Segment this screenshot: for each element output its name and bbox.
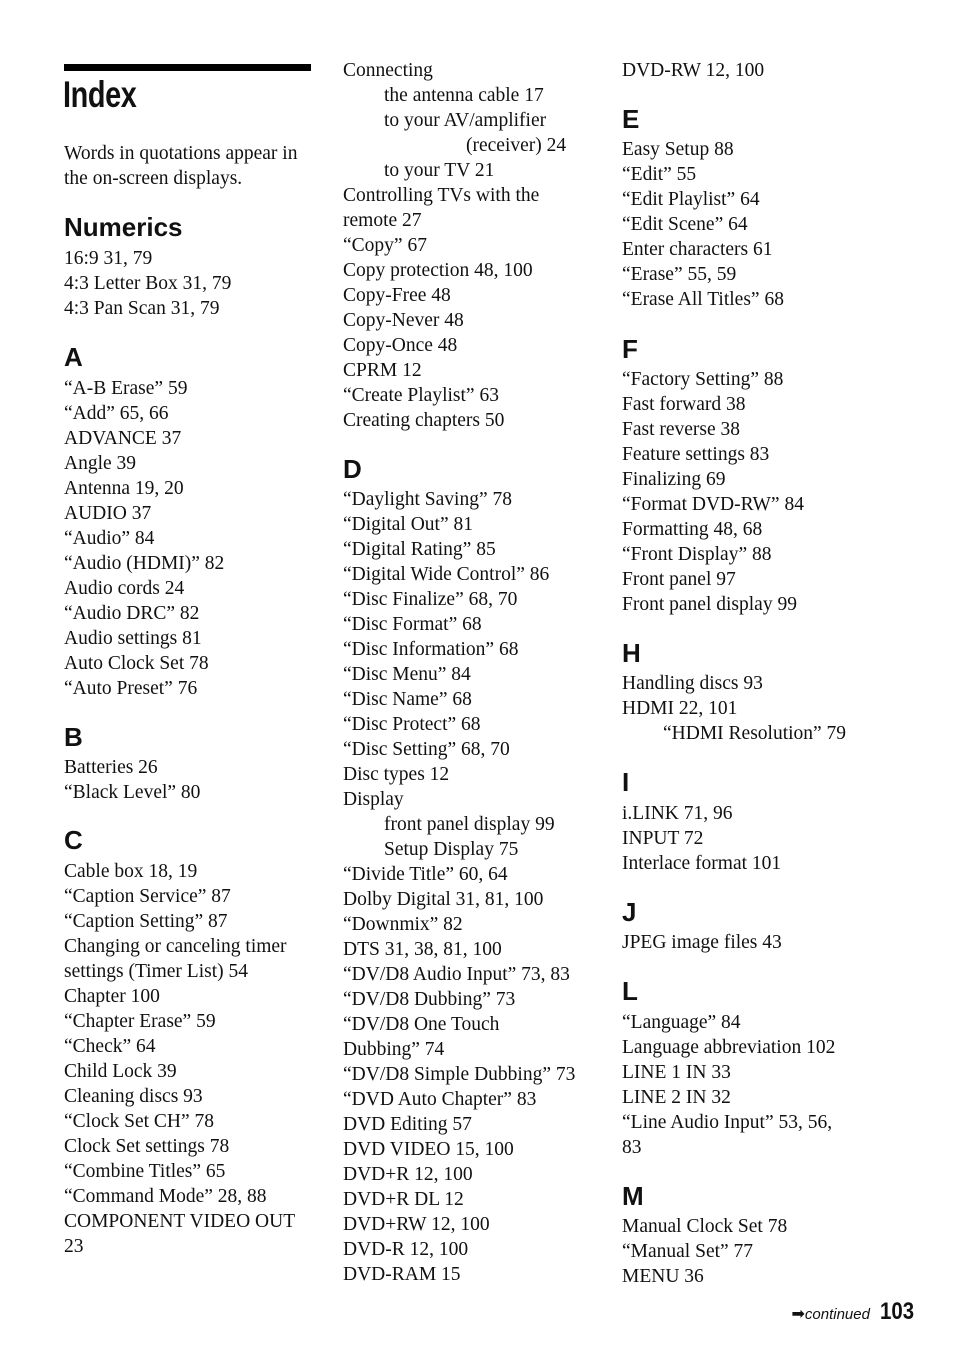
index-entry: “Disc Information” 68: [343, 639, 519, 660]
index-entry: DVD+R DL 12: [343, 1189, 464, 1210]
index-entry: Controlling TVs with the: [343, 185, 540, 206]
index-entry: Copy protection 48, 100: [343, 260, 533, 281]
index-entry: Cleaning discs 93: [64, 1086, 203, 1107]
index-subentry: (receiver) 24: [466, 135, 567, 156]
section-heading-c: C: [64, 825, 83, 855]
index-entry: “Add” 65, 66: [64, 403, 169, 424]
index-entry: “Chapter Erase” 59: [64, 1011, 216, 1032]
section-a-entries: [64, 376, 224, 701]
title-rule: [64, 64, 311, 71]
index-entry: Dolby Digital 31, 81, 100: [343, 889, 544, 910]
index-entry: “Disc Menu” 84: [343, 664, 471, 685]
index-entry: Formatting 48, 68: [622, 519, 763, 540]
section-heading-a: A: [64, 342, 83, 372]
index-entry: Batteries 26: [64, 757, 158, 778]
index-entry: Interlace format 101: [622, 853, 782, 874]
intro-text: Words in quotations appear in the on-screen displays.: [64, 143, 298, 189]
index-entry: DVD-RW 12, 100: [622, 60, 765, 81]
index-entry: Disc types 12: [343, 764, 450, 785]
index-entry: “Auto Preset” 76: [64, 678, 198, 699]
index-entry: DVD-RAM 15: [343, 1264, 461, 1285]
section-c-entries: [64, 859, 295, 1259]
index-entry: “Edit” 55: [622, 164, 697, 185]
index-entry: 4:3 Pan Scan 31, 79: [64, 298, 220, 319]
index-entry: Fast reverse 38: [622, 419, 741, 440]
index-entry: “Caption Setting” 87: [64, 911, 228, 932]
index-entry: “A-B Erase” 59: [64, 378, 188, 399]
section-heading-f: F: [622, 334, 638, 364]
index-entry: “DV/D8 One Touch: [343, 1014, 500, 1035]
section-e-entries: [622, 137, 784, 312]
index-entry: HDMI 22, 101: [622, 698, 738, 719]
index-entry: “Disc Format” 68: [343, 614, 482, 635]
index-entry: Clock Set settings 78: [64, 1136, 230, 1157]
index-entry: “Format DVD-RW” 84: [622, 494, 804, 515]
index-entry: “Disc Finalize” 68, 70: [343, 589, 518, 610]
index-entry: “Audio” 84: [64, 528, 155, 549]
index-entry: DVD+RW 12, 100: [343, 1214, 490, 1235]
section-i-entries: [622, 801, 781, 876]
index-entry: settings (Timer List) 54: [64, 961, 248, 982]
index-subentry: “HDMI Resolution” 79: [663, 723, 847, 744]
page-footer: [791, 1298, 920, 1326]
index-entry: LINE 1 IN 33: [622, 1062, 731, 1083]
section-h-entries: [622, 671, 846, 746]
index-subentry: to your TV 21: [384, 160, 495, 181]
index-entry: MENU 36: [622, 1266, 704, 1287]
index-entry: Cable box 18, 19: [64, 861, 198, 882]
index-entry: Enter characters 61: [622, 239, 773, 260]
index-entry: “Language” 84: [622, 1012, 741, 1033]
index-entry: “Clock Set CH” 78: [64, 1111, 215, 1132]
index-entry: “Disc Protect” 68: [343, 714, 481, 735]
index-entry: “Copy” 67: [343, 235, 427, 256]
index-entry: Angle 39: [64, 453, 137, 474]
index-entry: Changing or canceling timer: [64, 936, 287, 957]
index-entry: Antenna 19, 20: [64, 478, 184, 499]
index-entry: Fast forward 38: [622, 394, 746, 415]
index-entry: “Digital Wide Control” 86: [343, 564, 550, 585]
index-entry: “DVD Auto Chapter” 83: [343, 1089, 537, 1110]
index-entry: “Black Level” 80: [64, 782, 201, 803]
index-entry: “Create Playlist” 63: [343, 385, 499, 406]
index-entry: DVD Editing 57: [343, 1114, 472, 1135]
index-entry: 83: [622, 1137, 642, 1158]
index-entry: 16:9 31, 79: [64, 248, 153, 269]
index-entry: “Erase All Titles” 68: [622, 289, 784, 310]
index-entry: LINE 2 IN 32: [622, 1087, 731, 1108]
index-entry: “Daylight Saving” 78: [343, 489, 512, 510]
index-subentry: to your AV/amplifier: [384, 110, 547, 131]
index-entry: 23: [64, 1236, 84, 1257]
section-c-continued-entries: [343, 58, 566, 433]
index-subentry: the antenna cable 17: [384, 85, 544, 106]
section-b-entries: [64, 755, 200, 805]
index-entry: “Line Audio Input” 53, 56,: [622, 1112, 833, 1133]
index-entry: Creating chapters 50: [343, 410, 505, 431]
index-entry: “Edit Scene” 64: [622, 214, 748, 235]
section-heading-numerics: Numerics: [64, 212, 183, 242]
section-heading-d: D: [343, 454, 362, 484]
index-entry: CPRM 12: [343, 360, 422, 381]
index-entry: “Combine Titles” 65: [64, 1161, 226, 1182]
index-entry: “Audio DRC” 82: [64, 603, 200, 624]
index-entry: Finalizing 69: [622, 469, 726, 490]
index-entry: “DV/D8 Dubbing” 73: [343, 989, 516, 1010]
index-entry: “Edit Playlist” 64: [622, 189, 760, 210]
section-d-entries: [343, 487, 575, 1287]
index-entry: Easy Setup 88: [622, 139, 734, 160]
index-entry: Auto Clock Set 78: [64, 653, 209, 674]
index-entry: JPEG image files 43: [622, 932, 782, 953]
index-entry: “Caption Service” 87: [64, 886, 231, 907]
index-entry: “Disc Name” 68: [343, 689, 472, 710]
section-heading-i: I: [622, 767, 630, 797]
index-entry: Connecting: [343, 60, 433, 81]
section-numerics-entries: [64, 246, 231, 321]
index-entry: “Downmix” 82: [343, 914, 463, 935]
index-entry: Audio settings 81: [64, 628, 202, 649]
index-entry: DVD-R 12, 100: [343, 1239, 469, 1260]
index-entry: Front panel display 99: [622, 594, 797, 615]
index-entry: Language abbreviation 102: [622, 1037, 836, 1058]
index-entry: INPUT 72: [622, 828, 704, 849]
section-heading-j: J: [622, 897, 637, 927]
index-subentry: Setup Display 75: [384, 839, 519, 860]
section-j-entries: [622, 930, 782, 955]
section-heading-b: B: [64, 722, 83, 752]
page-number: 103: [879, 1298, 914, 1325]
index-entry: Manual Clock Set 78: [622, 1216, 788, 1237]
index-entry: “Digital Out” 81: [343, 514, 473, 535]
index-entry: Copy-Free 48: [343, 285, 451, 306]
index-entry: DVD VIDEO 15, 100: [343, 1139, 514, 1160]
index-entry: Copy-Never 48: [343, 310, 464, 331]
section-heading-m: M: [622, 1181, 644, 1211]
index-entry: “DV/D8 Audio Input” 73, 83: [343, 964, 570, 985]
index-entry: Dubbing” 74: [343, 1039, 445, 1060]
index-entry: AUDIO 37: [64, 503, 152, 524]
index-entry: Copy-Once 48: [343, 335, 458, 356]
section-d-continued-entries: [622, 58, 764, 83]
index-entry: i.LINK 71, 96: [622, 803, 733, 824]
index-entry: “Check” 64: [64, 1036, 156, 1057]
index-entry: Feature settings 83: [622, 444, 770, 465]
index-entry: “Divide Title” 60, 64: [343, 864, 508, 885]
index-entry: COMPONENT VIDEO OUT: [64, 1211, 296, 1232]
index-entry: DTS 31, 38, 81, 100: [343, 939, 502, 960]
index-entry: “Digital Rating” 85: [343, 539, 496, 560]
index-entry: “DV/D8 Simple Dubbing” 73: [343, 1064, 576, 1085]
index-entry: Display: [343, 789, 404, 810]
section-l-entries: [622, 1010, 835, 1160]
index-entry: “Manual Set” 77: [622, 1241, 754, 1262]
index-entry: Audio cords 24: [64, 578, 185, 599]
index-entry: “Erase” 55, 59: [622, 264, 737, 285]
index-entry: “Front Display” 88: [622, 544, 772, 565]
index-entry: “Disc Setting” 68, 70: [343, 739, 510, 760]
index-entry: Child Lock 39: [64, 1061, 177, 1082]
continued-label: continued: [804, 1306, 870, 1323]
arrow-right-icon: ➡: [791, 1304, 805, 1323]
index-entry: remote 27: [343, 210, 422, 231]
index-entry: “Audio (HDMI)” 82: [64, 553, 225, 574]
index-subentry: front panel display 99: [384, 814, 555, 835]
section-heading-e: E: [622, 104, 640, 134]
section-f-entries: [622, 367, 804, 617]
section-m-entries: [622, 1214, 787, 1289]
index-entry: 4:3 Letter Box 31, 79: [64, 273, 232, 294]
index-entry: “Factory Setting” 88: [622, 369, 784, 390]
section-heading-h: H: [622, 638, 641, 668]
section-heading-l: L: [622, 976, 638, 1006]
page-title: Index: [63, 74, 137, 115]
index-entry: Handling discs 93: [622, 673, 763, 694]
index-entry: “Command Mode” 28, 88: [64, 1186, 267, 1207]
index-entry: Chapter 100: [64, 986, 160, 1007]
index-entry: Front panel 97: [622, 569, 736, 590]
index-entry: DVD+R 12, 100: [343, 1164, 473, 1185]
index-entry: ADVANCE 37: [64, 428, 182, 449]
